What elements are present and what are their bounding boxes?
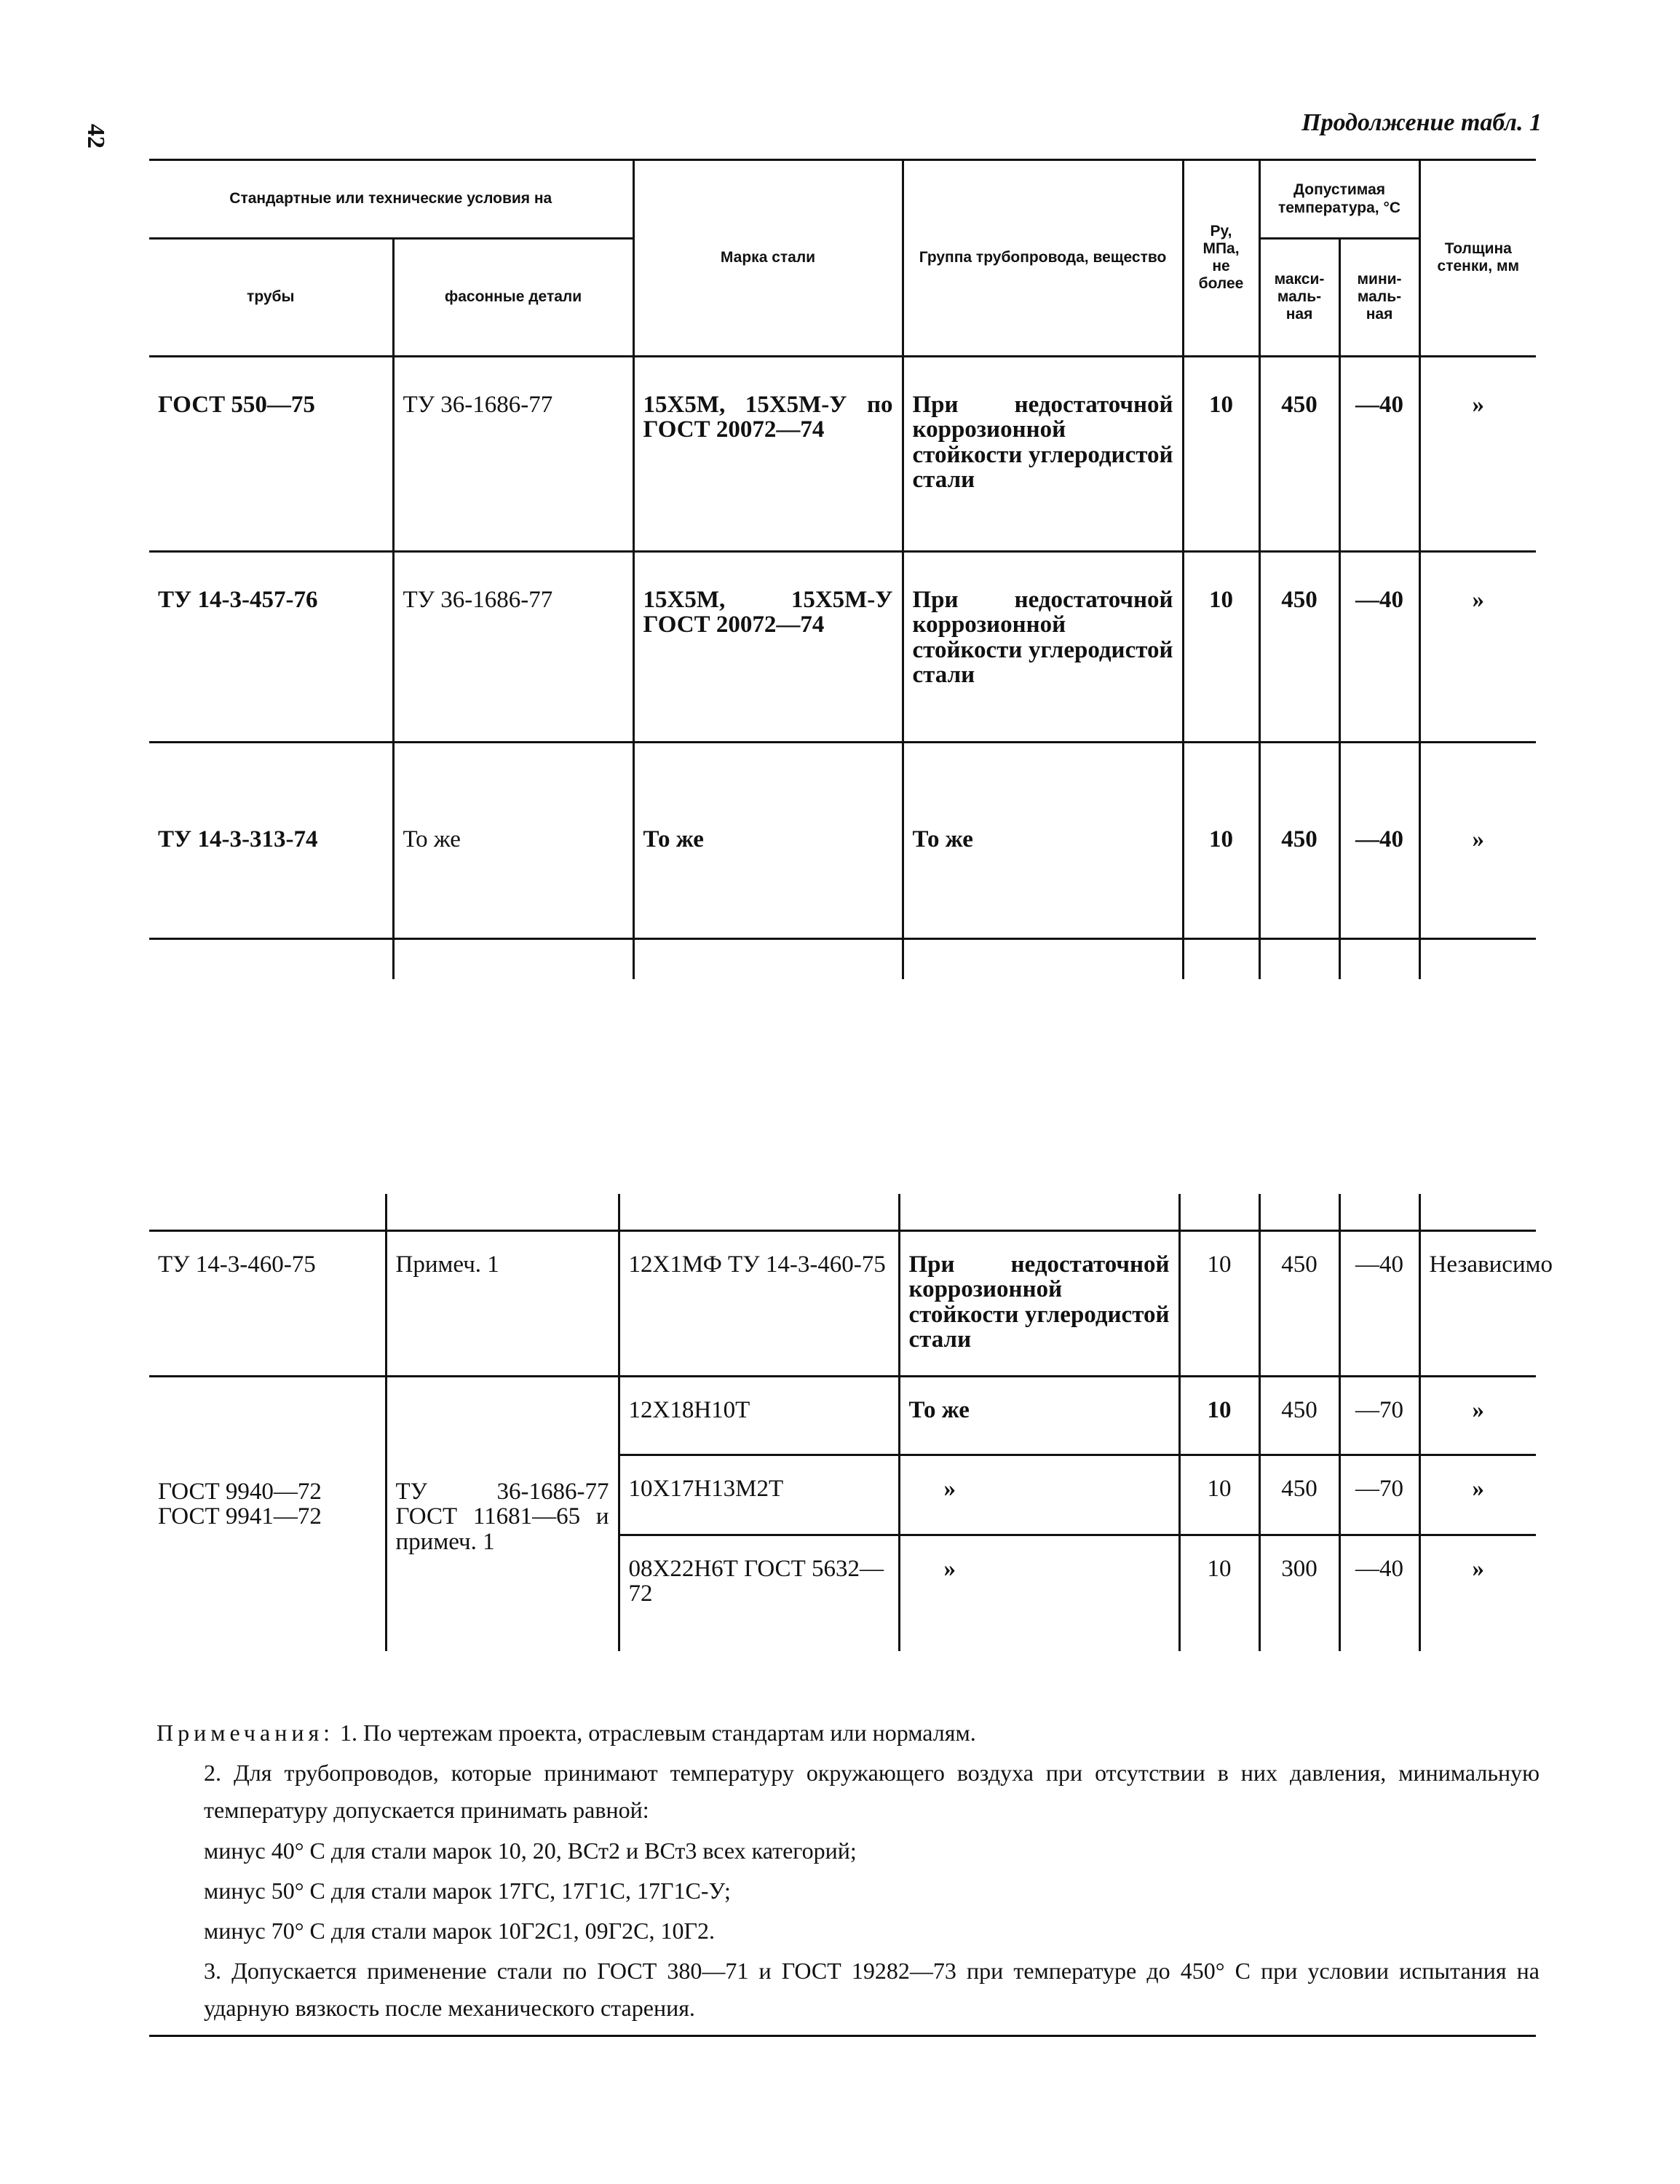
group-cell: При недостаточной коррозионной стойкости углеродистой стали	[899, 1230, 1179, 1376]
note-2: 2. Для трубопроводов, которые принимают температуру окружающего воздуха при отсутствии в них давления, минимальную температуру допускается принимать равной:	[204, 1760, 1540, 1824]
grade-cell: 15Х5М, 15Х5М-У по ГОСТ 20072—74	[633, 356, 903, 551]
note-2-line-3: минус 70° С для стали марок 10Г2С1, 09Г2С, 10Г2.	[204, 1917, 715, 1944]
tmin-cell: —40	[1339, 1230, 1419, 1376]
group-cell: То же	[899, 1376, 1179, 1455]
header-steel-grade: Марка стали	[633, 160, 903, 355]
thickness-cell: »	[1419, 356, 1536, 551]
tmin-cell: —40	[1339, 742, 1419, 938]
table-continuation-stub	[149, 938, 1536, 979]
header-thickness: Толщина стенки, мм	[1419, 160, 1536, 355]
pressure-cell: 10	[1179, 1535, 1259, 1651]
pipes-cell: ТУ 14-3-313-74	[149, 742, 393, 938]
grade-cell: 12Х1МФ ТУ 14-3-460-75	[619, 1230, 899, 1376]
header-temperature: Допустимая температура, °С	[1259, 160, 1419, 239]
tmax-cell: 450	[1259, 356, 1339, 551]
group-cell: При недостаточной коррозионной стойкости углеродистой стали	[903, 356, 1183, 551]
page-number: 42	[82, 124, 109, 149]
fittings-cell: То же	[393, 742, 633, 938]
group-cell: При недостаточной коррозионной стойкости углеродистой стали	[903, 551, 1183, 742]
pressure-cell: 10	[1179, 1376, 1259, 1455]
fittings-cell: ТУ 36-1686-77 ГОСТ 11681—65 и примеч. 1	[386, 1376, 619, 1651]
note-1	[156, 1714, 1540, 1752]
table-row	[149, 742, 1536, 938]
tmax-cell: 450	[1259, 1376, 1339, 1455]
thickness-cell: »	[1419, 551, 1536, 742]
thickness-cell: Независимо	[1419, 1230, 1536, 1376]
grade-cell: 08Х22Н6Т ГОСТ 5632—72	[619, 1535, 899, 1651]
thickness-cell: »	[1419, 1535, 1536, 1651]
header-fittings: фасонные детали	[393, 239, 633, 355]
group-cell: То же	[903, 742, 1183, 938]
table-row	[149, 356, 1536, 551]
note-1-text: 1. По чертежам проекта, отраслевым стандартам или нормалям.	[340, 1720, 976, 1746]
tmin-cell: —70	[1339, 1376, 1419, 1455]
pipe-table-lower	[149, 1194, 1553, 1651]
note-2-line-1: минус 40° С для стали марок 10, 20, ВСт2 и ВСт3 всех категорий;	[204, 1837, 857, 1864]
fittings-cell: Примеч. 1	[386, 1230, 619, 1376]
fittings-cell: ТУ 36-1686-77	[393, 356, 633, 551]
header-max: макси-маль-ная	[1259, 239, 1339, 355]
group-cell: »	[899, 1455, 1179, 1535]
pressure-cell: 10	[1179, 1455, 1259, 1535]
pressure-cell: 10	[1183, 742, 1259, 938]
pressure-cell: 10	[1179, 1230, 1259, 1376]
tmin-cell: —70	[1339, 1455, 1419, 1535]
tmax-cell: 300	[1259, 1535, 1339, 1651]
note-2-line-2: минус 50° С для стали марок 17ГС, 17Г1С, 17Г1С-У;	[204, 1877, 731, 1904]
tmax-cell: 450	[1259, 1230, 1339, 1376]
bottom-rule	[149, 2035, 1536, 2037]
group-cell: »	[899, 1535, 1179, 1651]
table-row	[149, 1376, 1536, 1455]
fittings-cell: ТУ 36-1686-77	[393, 551, 633, 742]
header-min: мини-маль-ная	[1339, 239, 1419, 355]
table-row	[149, 1230, 1536, 1376]
grade-cell: То же	[633, 742, 903, 938]
header-pipes: трубы	[149, 239, 393, 355]
grade-cell: 12Х18Н10Т	[619, 1376, 899, 1455]
note-3: 3. Допускается применение стали по ГОСТ 380—71 и ГОСТ 19282—73 при температуре до 450° С при условии испытания на ударную вязкость после механического старения.	[204, 1958, 1540, 2022]
pipe-table-upper	[149, 159, 1536, 979]
pipes-cell: ТУ 14-3-460-75	[149, 1230, 386, 1376]
pipes-cell: ГОСТ 550—75	[149, 356, 393, 551]
tmin-cell: —40	[1339, 551, 1419, 742]
pressure-cell: 10	[1183, 356, 1259, 551]
grade-cell: 10Х17Н13М2Т	[619, 1455, 899, 1535]
pressure-cell: 10	[1183, 551, 1259, 742]
tmax-cell: 450	[1259, 1455, 1339, 1535]
header-group: Группа трубопровода, вещество	[903, 160, 1183, 355]
notes-section	[156, 1714, 1540, 2030]
tmax-cell: 450	[1259, 742, 1339, 938]
thickness-cell: »	[1419, 742, 1536, 938]
header-pressure: Pу, МПа, не более	[1183, 160, 1259, 355]
tmax-cell: 450	[1259, 551, 1339, 742]
tmin-cell: —40	[1339, 1535, 1419, 1651]
notes-label: Примечания:	[156, 1720, 335, 1746]
header-standards: Стандартные или технические условия на	[149, 160, 633, 239]
thickness-cell: »	[1419, 1376, 1536, 1455]
continuation-label: Продолжение табл. 1	[1301, 109, 1542, 136]
table-continuation-stub	[149, 1194, 1536, 1230]
table-row	[149, 551, 1536, 742]
pipes-cell: ТУ 14-3-457-76	[149, 551, 393, 742]
grade-cell: 15Х5М, 15Х5М-У ГОСТ 20072—74	[633, 551, 903, 742]
thickness-cell: »	[1419, 1455, 1536, 1535]
tmin-cell: —40	[1339, 356, 1419, 551]
pipes-cell: ГОСТ 9940—72 ГОСТ 9941—72	[149, 1376, 386, 1651]
